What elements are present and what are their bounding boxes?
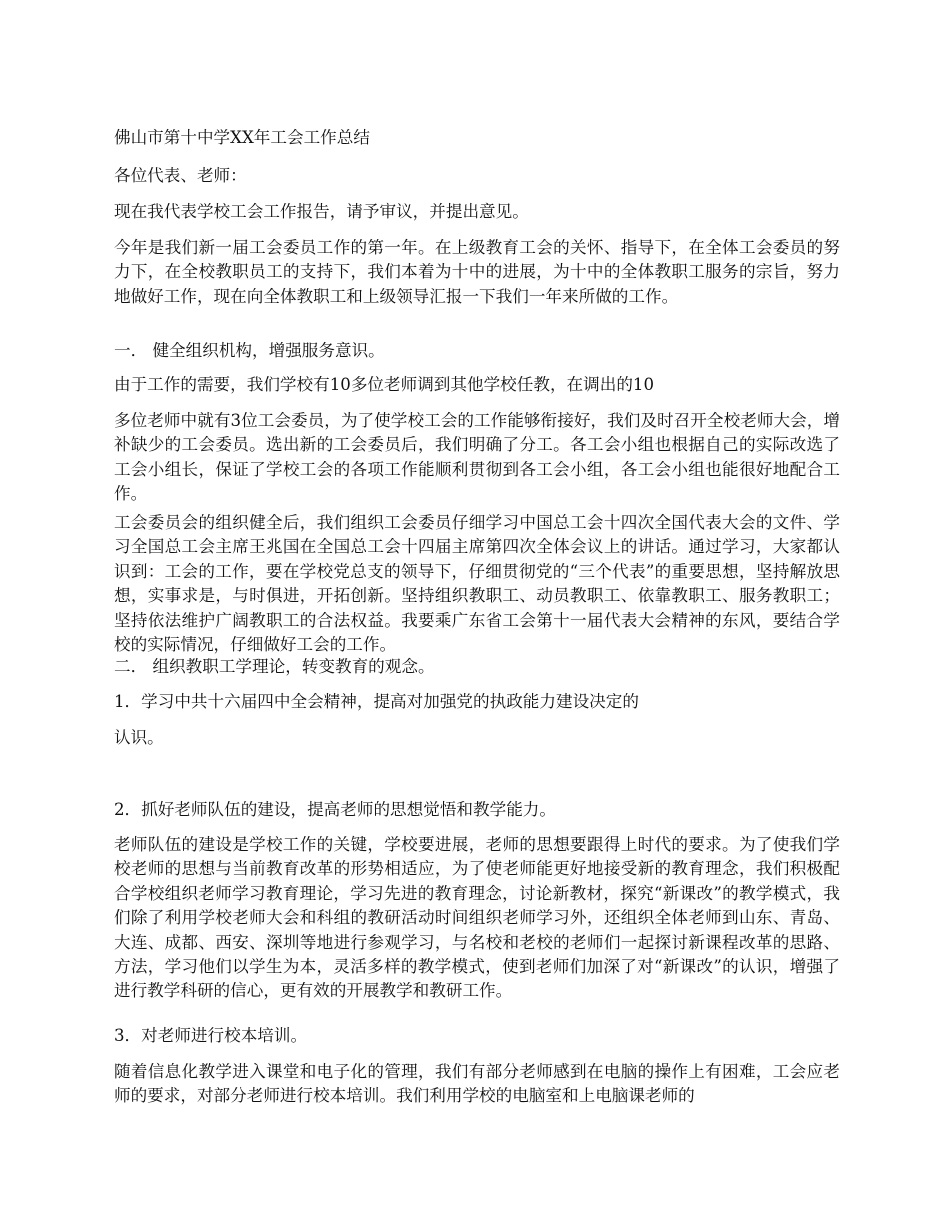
list-item-3: 3．对老师进行校本培训。 bbox=[114, 1026, 308, 1045]
paragraph-teachers: 老师队伍的建设是学校工作的关键，学校要进展，老师的思想要跟得上时代的要求。为了使我们学校老师的思想与当前教育改革的形势相适应，为了使老师能更好地接受新的教育理念，我们积极配合学校组织老师学习教育理论，学习先进的教育理念，讨论新教材，探究“新课改”的教学模式，我们除了利用学校老师大会和科组的教研活动时间组织老师学习外，还组织全体老师到山东、青岛、大连、成都、西安、深圳等地进行参观学习，与名校和老校的老师们一起探讨新课程改革的思路、方法，学习他们以学生为本，灵活多样的教学模式，使到老师们加深了对“新课改”的认识，增强了进行教学科研的信心，更有效的开展教学和教研工作。 bbox=[114, 835, 840, 1001]
paragraph-training: 随着信息化教学进入课堂和电子化的管理，我们有部分老师感到在电脑的操作上有困难，工会应老师的要求，对部分老师进行校本培训。我们利用学校的电脑室和上电脑课老师的 bbox=[114, 1062, 840, 1106]
paragraph-overview: 今年是我们新一届工会委员工作的第一年。在上级教育工会的关怀、指导下，在全体工会委员的努力下，在全校教职员工的支持下，我们本着为十中的进展，为十中的全体教职工服务的宗旨，努力地做好工作，现在向全体教职工和上级领导汇报一下我们一年来所做的工作。 bbox=[114, 238, 840, 306]
list-item-2: 2．抓好老师队伍的建设，提高老师的思想觉悟和教学能力。 bbox=[114, 800, 556, 819]
paragraph-study: 工会委员会的组织健全后，我们组织工会委员仔细学习中国总工会十四次全国代表大会的文件、学习全国总工会主席王兆国在全国总工会十四届主席第四次全体会议上的讲话。通过学习，大家都认识到：工会的工作，要在学校党总支的领导下，仔细贯彻党的“三个代表”的重要思想，坚持解放思想，实事求是，与时俱进，开拓创新。坚持组织教职工、动员教职工、依靠教职工、服务教职工；坚持依法维护广阔教职工的合法权益。我要乘广东省工会第十一届代表大会精神的东风，要结合学校的实际情况，仔细做好工会的工作。 bbox=[114, 513, 840, 655]
list-item-1: 1．学习中共十六届四中全会精神，提高对加强党的执政能力建设决定的 bbox=[114, 692, 639, 711]
paragraph-transfer: 由于工作的需要，我们学校有10多位老师调到其他学校任教，在调出的10 bbox=[114, 375, 655, 394]
list-item-1-cont: 认识。 bbox=[114, 728, 164, 747]
section-heading-2: 二． 组织教职工学理论，转变教育的观念。 bbox=[114, 657, 435, 676]
document-title: 佛山市第十中学XX年工会工作总结 bbox=[114, 128, 370, 147]
paragraph-committee: 多位老师中就有3位工会委员，为了使学校工会的工作能够衔接好，我们及时召开全校老师大会，增补缺少的工会委员。选出新的工会委员后，我们明确了分工。各工会小组也根据自己的实际改选了工会小组长，保证了学校工会的各项工作能顺利贯彻到各工会小组，各工会小组也能很好地配合工作。 bbox=[114, 411, 840, 504]
paragraph-intro: 现在我代表学校工会工作报告，请予审议，并提出意见。 bbox=[114, 202, 529, 221]
section-heading-1: 一． 健全组织机构，增强服务意识。 bbox=[114, 341, 385, 360]
paragraph-salutation: 各位代表、老师： bbox=[114, 166, 247, 185]
